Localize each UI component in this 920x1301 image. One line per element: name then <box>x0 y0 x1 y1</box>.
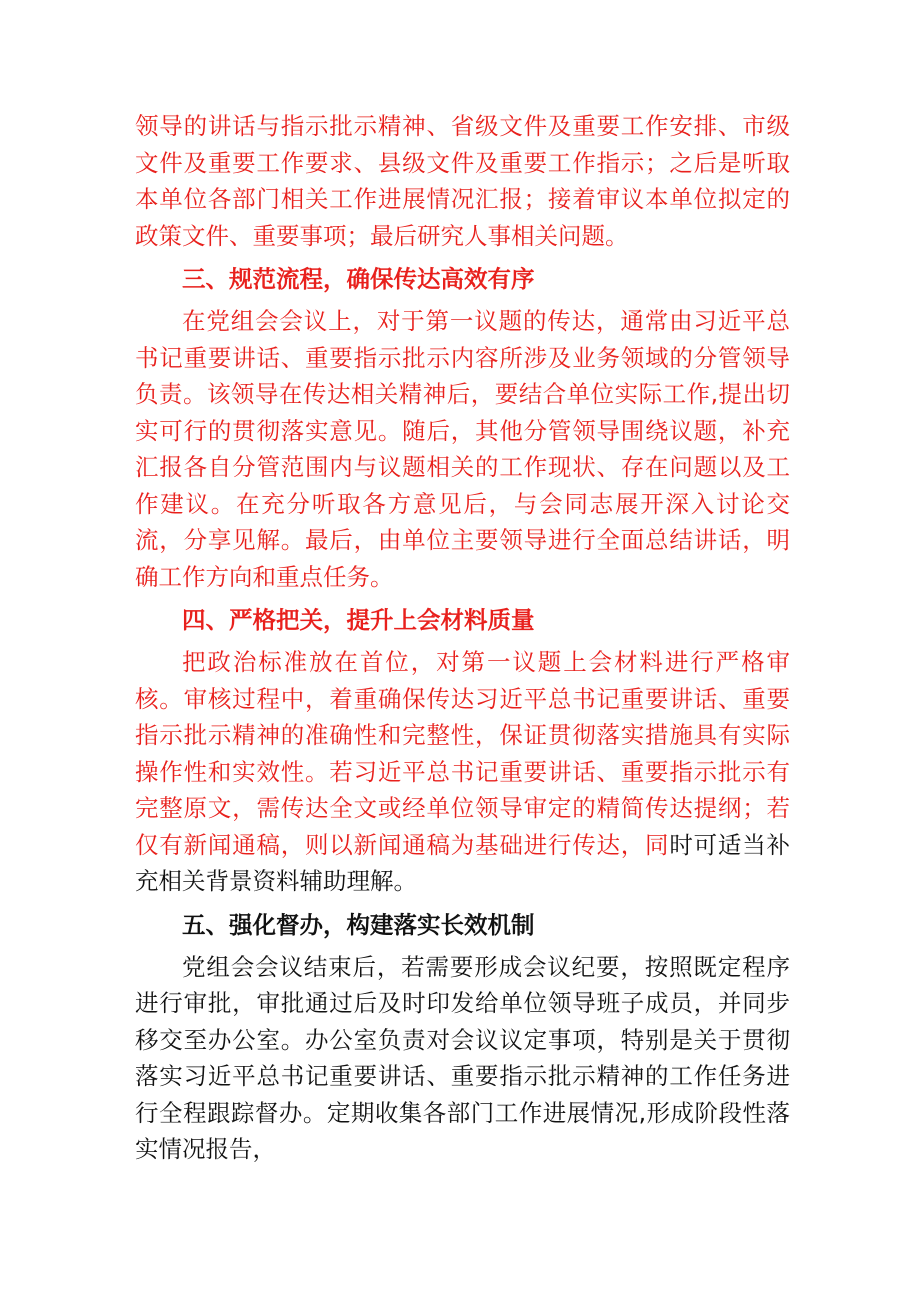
document-page <box>135 108 790 1168</box>
paragraph-section-5: 党组会会议结束后，若需要形成会议纪要，按照既定程序进行审批，审批通过后及时印发给单位领导班子成员，并同步移交至办公室。办公室负责对会议议定事项，特别是关于贯彻落实习近平总书记重要讲话、重要指示批示精神的工作任务进行全程跟踪督办。定期收集各部门工作进展情况,形成阶段性落实情况报告， <box>135 952 790 1163</box>
paragraph-section-4-black: 时可适当补充相关背景资料辅助理解。 <box>135 830 791 895</box>
section-heading-3: 三、规范流程，确保传达高效有序 <box>182 265 535 293</box>
paragraph-intro-continued: 领导的讲话与指示批示精神、省级文件及重要工作安排、市级文件及重要工作要求、县级文件及重要工作指示；之后是听取本单位各部门相关工作进展情况汇报；接着审议本单位拟定的政策文件、重要事项；最后研究人事相关问题。 <box>135 112 790 250</box>
paragraph-section-4 <box>135 644 790 900</box>
section-heading-4: 四、严格把关，提升上会材料质量 <box>182 606 535 634</box>
section-heading-5: 五、强化督办，构建落实长效机制 <box>182 910 535 939</box>
paragraph-section-3: 在党组会会议上，对于第一议题的传达，通常由习近平总书记重要讲话、重要指示批示内容所涉及业务领域的分管领导负责。该领导在传达相关精神后，要结合单位实际工作,提出切实可行的贯彻落实意见。随后，其他分管领导围绕议题，补充汇报各自分管范围内与议题相关的工作现状、存在问题以及工作建议。在充分听取各方意见后，与会同志展开深入讨论交流，分享见解。最后，由单位主要领导进行全面总结讲话，明确工作方向和重点任务。 <box>135 307 790 591</box>
paragraph-section-4-red: 把政治标准放在首位，对第一议题上会材料进行严格审核。审核过程中，着重确保传达习近平总书记重要讲话、重要指示批示精神的准确性和完整性，保证贯彻落实措施具有实际操作性和实效性。若习近平总书记重要讲话、重要指示批示有完整原文，需传达全文或经单位领导审定的精简传达提纲；若仅有新闻通稿，则以新闻通稿为基础进行传达，同 <box>135 648 790 859</box>
